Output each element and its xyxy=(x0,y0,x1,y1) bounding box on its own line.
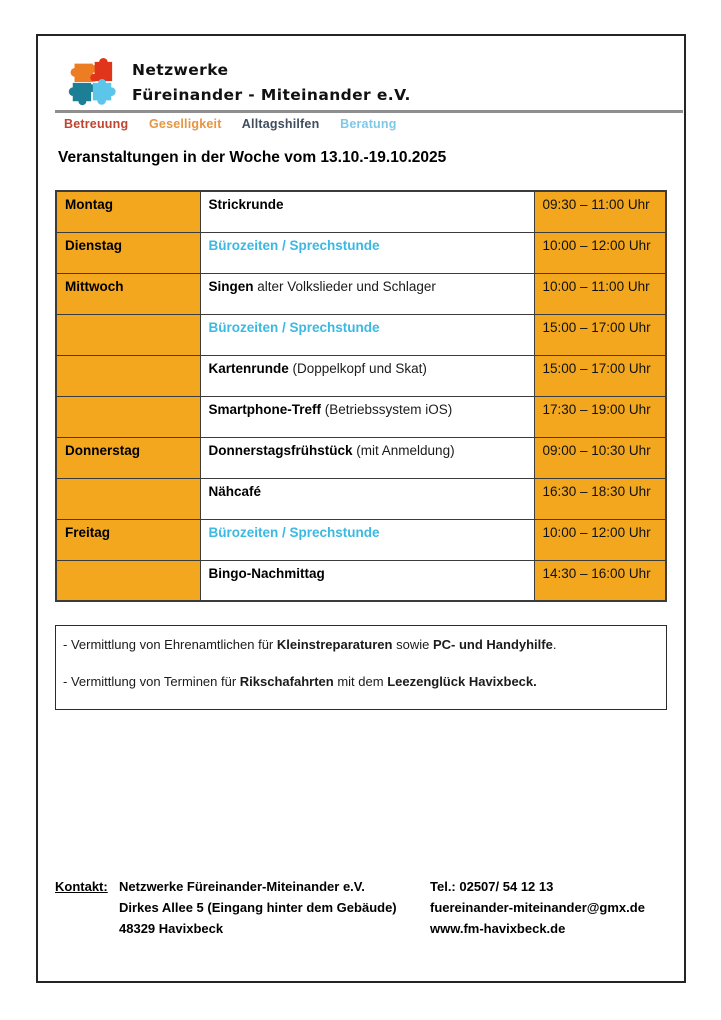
event-title: Strickrunde xyxy=(208,197,284,212)
event-detail: alter Volkslieder und Schlager xyxy=(253,278,436,294)
day-label: Montag xyxy=(65,197,113,212)
note-bold: Kleinstreparaturen xyxy=(276,637,393,652)
category-beratung: Beratung xyxy=(340,117,397,131)
contact-address xyxy=(119,876,397,939)
note-text: mit dem xyxy=(333,674,388,689)
note-text: - Vermittlung von Terminen für xyxy=(63,674,240,689)
day-label: Dienstag xyxy=(65,237,123,253)
event-cell xyxy=(200,232,534,273)
note-text: . xyxy=(552,637,557,652)
note-bold: Rikschafahrten xyxy=(239,674,334,689)
day-label: Freitag xyxy=(65,524,111,540)
org-name-line1: Netzwerke xyxy=(132,61,229,79)
event-title: Singen xyxy=(208,278,254,294)
time-cell xyxy=(534,191,666,232)
day-cell xyxy=(56,355,200,396)
event-cell xyxy=(200,560,534,601)
event-title: Kartenrunde xyxy=(208,360,289,376)
time-cell xyxy=(534,519,666,560)
day-cell xyxy=(56,560,200,601)
contact-website: www.fm-havixbeck.de xyxy=(430,921,566,936)
day-cell xyxy=(56,191,200,232)
contact-org-line: Netzwerke Füreinander-Miteinander e.V. xyxy=(119,879,365,894)
event-title: Donnerstagsfrühstück xyxy=(208,442,353,458)
contact-info xyxy=(430,876,645,939)
table-row xyxy=(56,191,666,232)
day-cell xyxy=(56,396,200,437)
table-row xyxy=(56,519,666,560)
event-title: Bürozeiten / Sprechstunde xyxy=(208,319,380,335)
time-cell xyxy=(534,478,666,519)
table-row xyxy=(56,478,666,519)
contact-city-line: 48329 Havixbeck xyxy=(119,921,224,936)
letterhead-categories xyxy=(64,117,414,131)
day-label: Donnerstag xyxy=(65,442,141,458)
org-name xyxy=(132,54,411,108)
day-cell xyxy=(56,478,200,519)
event-cell xyxy=(200,519,534,560)
category-geselligkeit: Geselligkeit xyxy=(149,117,222,131)
contact-email: fuereinander-miteinander@gmx.de xyxy=(430,900,645,915)
day-cell xyxy=(56,314,200,355)
table-row xyxy=(56,396,666,437)
event-cell xyxy=(200,478,534,519)
time-cell xyxy=(534,437,666,478)
contact-phone: Tel.: 02507/ 54 12 13 xyxy=(430,879,554,894)
note-line xyxy=(63,674,659,690)
time-label: 10:00 – 12:00 Uhr xyxy=(542,524,651,540)
time-cell xyxy=(534,560,666,601)
event-cell xyxy=(200,314,534,355)
table-row xyxy=(56,437,666,478)
event-title: Bürozeiten / Sprechstunde xyxy=(208,237,380,253)
event-cell xyxy=(200,355,534,396)
time-label: 10:00 – 11:00 Uhr xyxy=(542,278,650,294)
day-cell xyxy=(56,273,200,314)
event-detail: (Doppelkopf und Skat) xyxy=(288,360,427,376)
table-row xyxy=(56,560,666,601)
time-label: 16:30 – 18:30 Uhr xyxy=(542,483,651,499)
time-cell xyxy=(534,396,666,437)
table-row xyxy=(56,355,666,396)
time-label: 15:00 – 17:00 Uhr xyxy=(542,360,651,376)
day-cell xyxy=(56,232,200,273)
event-title: Smartphone-Treff xyxy=(208,401,322,417)
event-title: Bürozeiten / Sprechstunde xyxy=(208,524,380,540)
contact-label: Kontakt: xyxy=(55,879,108,894)
table-row xyxy=(56,314,666,355)
time-cell xyxy=(534,355,666,396)
contact-street-line: Dirkes Allee 5 (Eingang hinter dem Gebäude) xyxy=(119,900,397,915)
time-label: 09:30 – 11:00 Uhr xyxy=(542,197,650,212)
table-row xyxy=(56,232,666,273)
category-betreuung: Betreuung xyxy=(64,117,129,131)
event-title: Bingo-Nachmittag xyxy=(208,565,325,581)
time-label: 14:30 – 16:00 Uhr xyxy=(542,565,651,581)
day-cell xyxy=(56,437,200,478)
event-cell xyxy=(200,273,534,314)
time-cell xyxy=(534,232,666,273)
event-detail: (mit Anmeldung) xyxy=(352,442,455,458)
time-label: 09:00 – 10:30 Uhr xyxy=(542,442,651,458)
note-line xyxy=(63,637,659,653)
day-cell xyxy=(56,519,200,560)
letterhead-divider xyxy=(55,110,683,113)
note-bold: PC- und Handyhilfe xyxy=(432,637,553,652)
event-title: Nähcafé xyxy=(208,483,262,499)
puzzle-logo-icon xyxy=(64,54,120,110)
event-detail: (Betriebssystem iOS) xyxy=(321,401,453,417)
document-page xyxy=(36,34,686,983)
note-text: - Vermittlung von Ehrenamtlichen für xyxy=(63,637,277,652)
day-label: Mittwoch xyxy=(65,278,124,294)
time-label: 17:30 – 19:00 Uhr xyxy=(542,401,651,417)
page-title: Veranstaltungen in der Woche vom 13.10.-19.10.2025 xyxy=(58,149,447,166)
event-cell xyxy=(200,396,534,437)
note-bold: Leezenglück Havixbeck. xyxy=(387,674,537,689)
notes-box xyxy=(55,625,667,710)
time-label: 15:00 – 17:00 Uhr xyxy=(542,319,651,335)
org-name-line2: Füreinander - Miteinander e.V. xyxy=(132,86,411,104)
category-alltagshilfen: Alltagshilfen xyxy=(241,117,320,131)
time-cell xyxy=(534,273,666,314)
time-label: 10:00 – 12:00 Uhr xyxy=(542,237,651,253)
schedule-table xyxy=(55,190,667,602)
letterhead xyxy=(64,54,411,110)
time-cell xyxy=(534,314,666,355)
table-row xyxy=(56,273,666,314)
note-text: sowie xyxy=(392,637,433,652)
event-cell xyxy=(200,437,534,478)
event-cell xyxy=(200,191,534,232)
